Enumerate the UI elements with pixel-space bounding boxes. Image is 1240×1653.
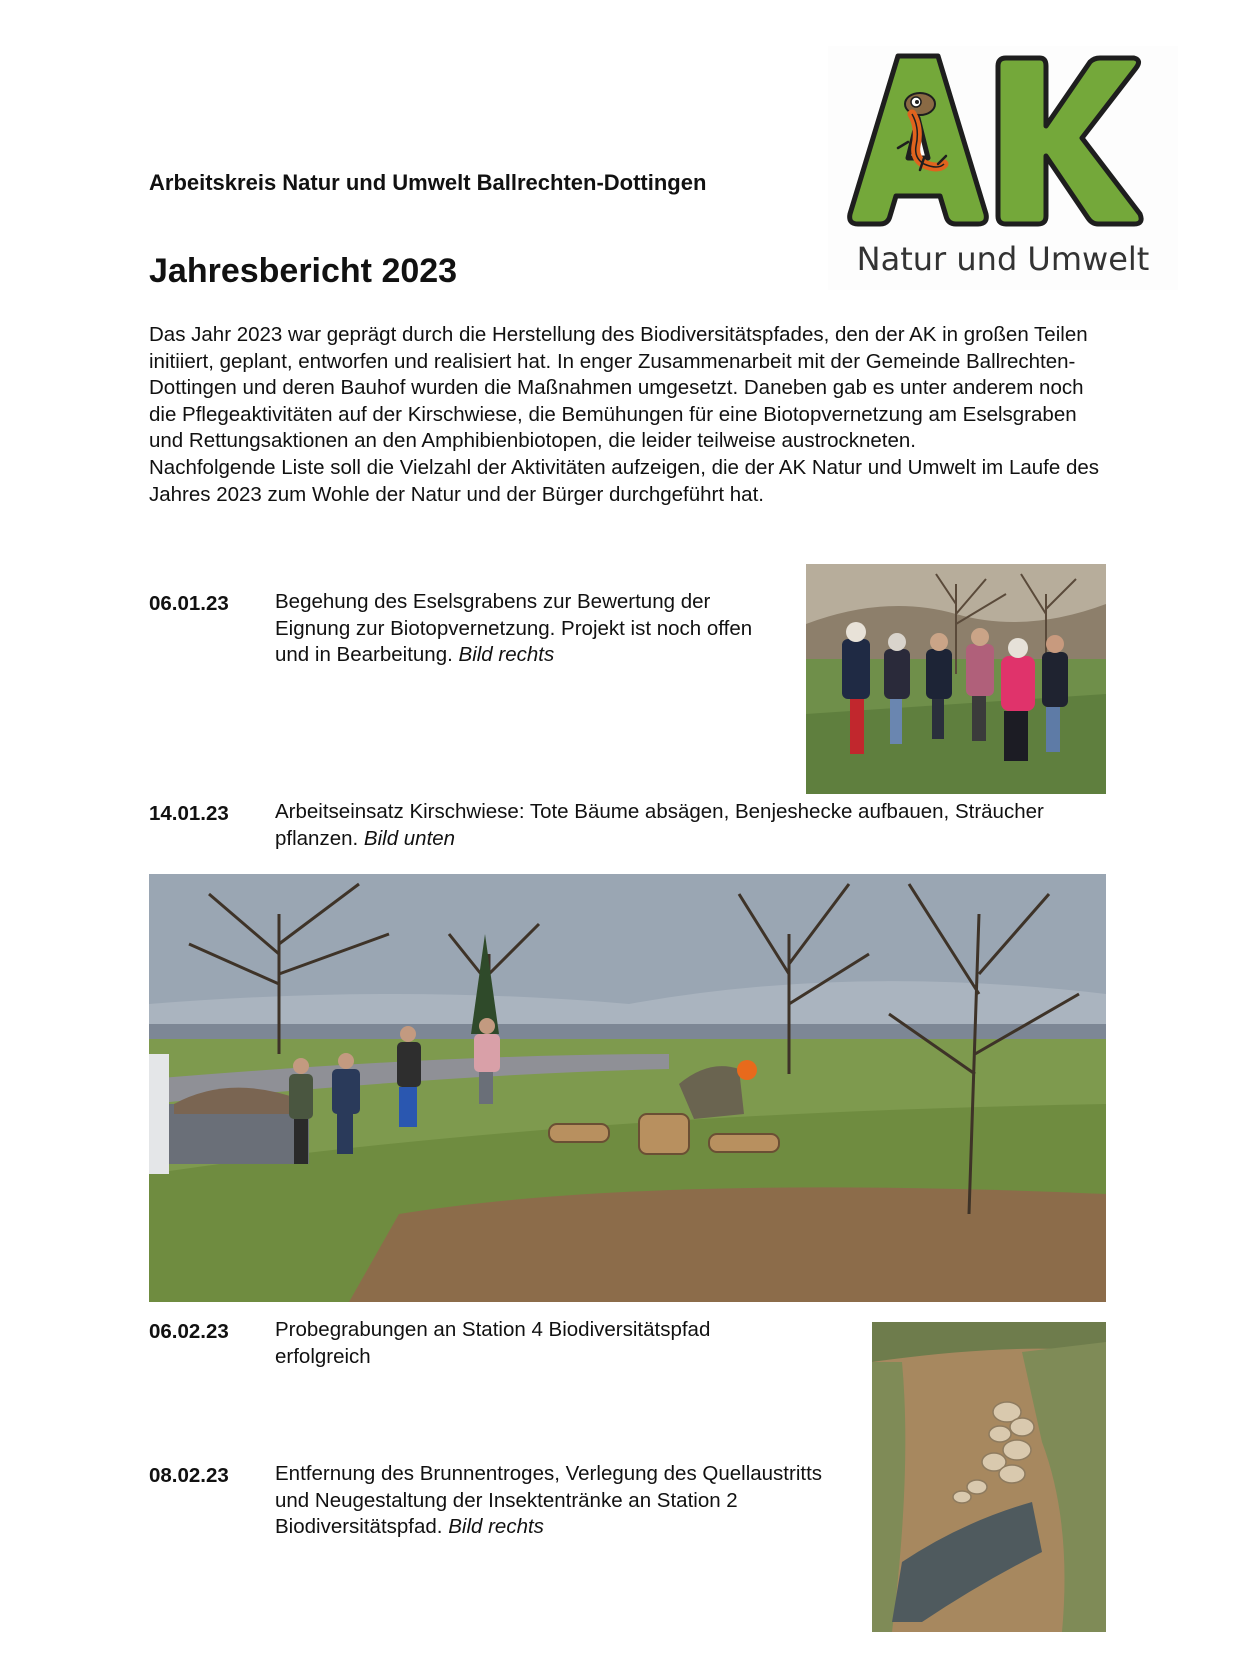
entry-description: Arbeitseinsatz Kirschwiese: Tote Bäume absägen, Benjeshecke aufbauen, Sträucher pflanzen. [275, 800, 1044, 850]
logo-tagline: Natur und Umwelt [856, 240, 1150, 278]
entry-note: Bild unten [363, 826, 456, 850]
entry-text [275, 1317, 795, 1370]
photo-insektentraenke [872, 1322, 1106, 1632]
entry-date: 14.01.23 [149, 802, 229, 825]
entry-date: 06.01.23 [149, 592, 229, 615]
entry-date: 08.02.23 [149, 1464, 229, 1487]
photo-kirschwiese-work [149, 874, 1106, 1302]
entry-description: Probegrabungen an Station 4 Biodiversitätspfad erfolgreich [275, 1318, 711, 1368]
entry-text [275, 799, 1075, 852]
photo-eselsgraben-group [806, 564, 1106, 794]
entry-note: Bild rechts [448, 1515, 544, 1539]
page-title: Jahresbericht 2023 [149, 252, 458, 290]
entry-text [275, 1461, 855, 1541]
entry-text [275, 589, 785, 669]
intro-paragraph: Nachfolgende Liste soll die Vielzahl der Aktivitäten aufzeigen, die der AK Natur und Umwelt im Laufe des Jahres 2023 zum Wohle der Natur und der Bürger durchgeführt hat. [149, 455, 1100, 506]
intro-paragraph: Das Jahr 2023 war geprägt durch die Herstellung des Biodiversitätspfades, den der AK in großen Teilen initiiert, geplant, entworfen und realisiert hat. In enger Zusammenarbeit mit der Gemeinde Ballrechten-Dottingen und deren Bauhof wurden die Maßnahmen umgesetzt. Daneben gab es unter anderem noch die Pflegeaktivitäten auf der Kirschwiese, die Bemühungen für eine Biotopvernetzung am Eselsgraben und Rettungsaktionen an den Amphibienbiotopen, die leider teilweise austrockneten. [149, 323, 1088, 453]
entry-description: Begehung des Eselsgrabens zur Bewertung der Eignung zur Biotopvernetzung. Projekt ist noch offen und in Bearbeitung. [275, 590, 753, 667]
ak-logo [828, 46, 1178, 290]
logo-graphic [828, 46, 1178, 290]
entry-description: Entfernung des Brunnentroges, Verlegung des Quellaustritts und Neugestaltung der Insektentränke an Station 2 Biodiversitätspfad. [275, 1462, 823, 1539]
entry-note: Bild rechts [458, 643, 555, 667]
intro-text [149, 322, 1109, 508]
entry-date: 06.02.23 [149, 1320, 229, 1343]
organization-name: Arbeitskreis Natur und Umwelt Ballrechten-Dottingen [149, 170, 707, 195]
